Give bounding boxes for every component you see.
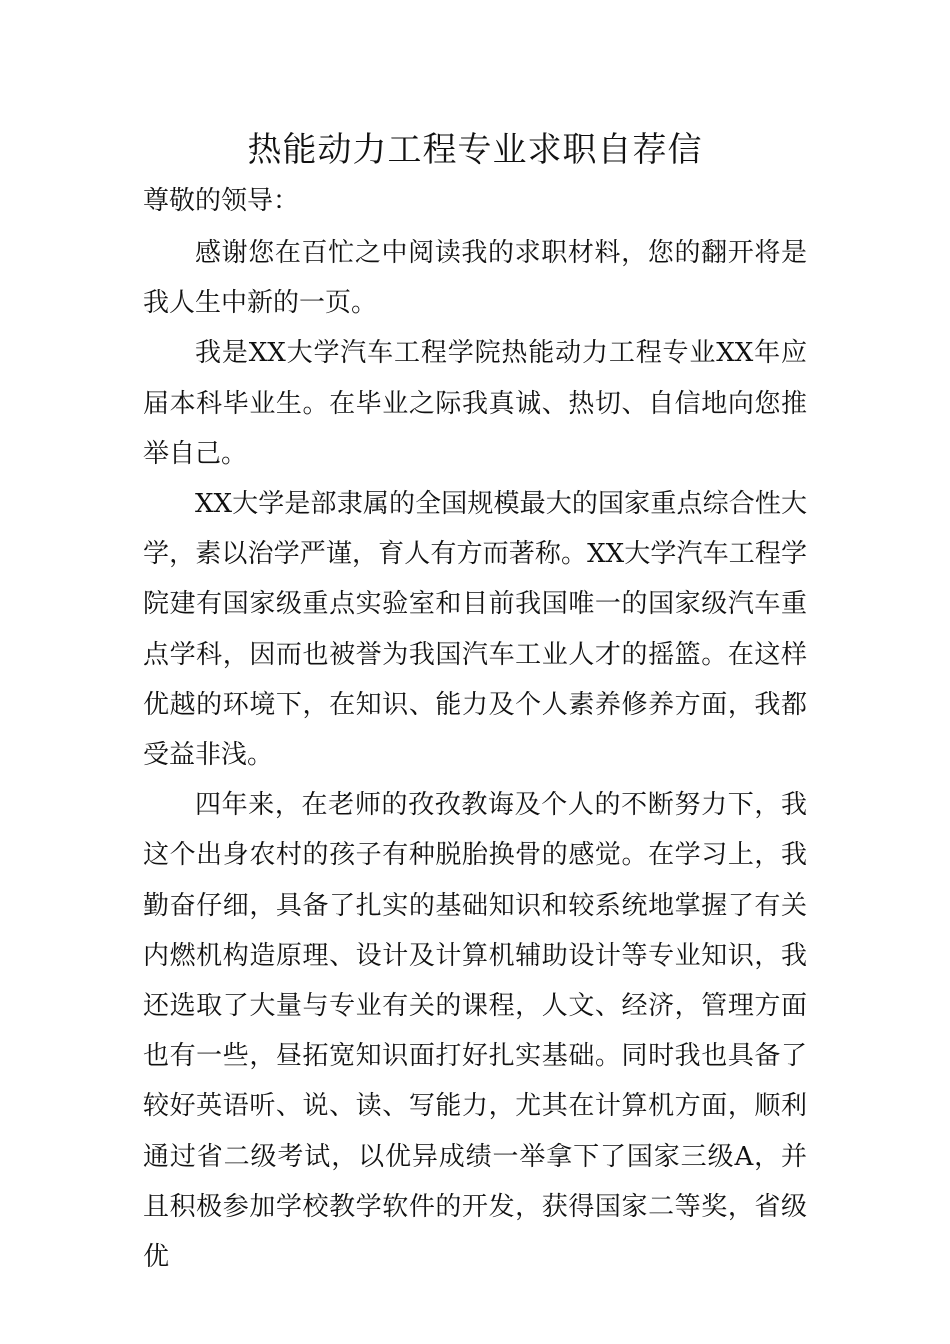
document-title: 热能动力工程专业求职自荐信 — [247, 130, 703, 170]
paragraph-4: 四年来，在老师的孜孜教诲及个人的不断努力下，我这个出身农村的孩子有种脱胎换骨的感觉。在学习上，我勤奋仔细，具备了扎实的基础知识和较系统地掌握了有关内燃机构造原理、设计及计算机辅助设计等专业知识，我还选取了大量与专业有关的课程，人文、经济，管理方面也有一些，昼拓宽知识面打好扎实基础。同时我也具备了较好英语听、说、读、写能力，尤其在计算机方面，顺利通过省二级考试，以优异成绩一举拿下了国家三级A，并且积极参加学校教学软件的开发，获得国家二等奖，省级优 — [143, 790, 807, 1273]
letter-greeting: 尊敬的领导： — [143, 186, 300, 216]
letter-body — [143, 174, 807, 1282]
paragraph-3: XX大学是部隶属的全国规模最大的国家重点综合性大学，素以治学严谨，育人有方而著称。XX大学汽车工程学院建有国家级重点实验室和目前我国唯一的国家级汽车重点学科，因而也被誉为我国汽车工业人才的摇篮。在这样优越的环境下，在知识、能力及个人素养修养方面，我都受益非浅。 — [143, 489, 807, 771]
paragraph-2: 我是XX大学汽车工程学院热能动力工程专业XX年应届本科毕业生。在毕业之际我真诚、热切、自信地向您推举自己。 — [143, 338, 807, 469]
paragraph-1: 感谢您在百忙之中阅读我的求职材料，您的翻开将是我人生中新的一页。 — [143, 238, 807, 319]
